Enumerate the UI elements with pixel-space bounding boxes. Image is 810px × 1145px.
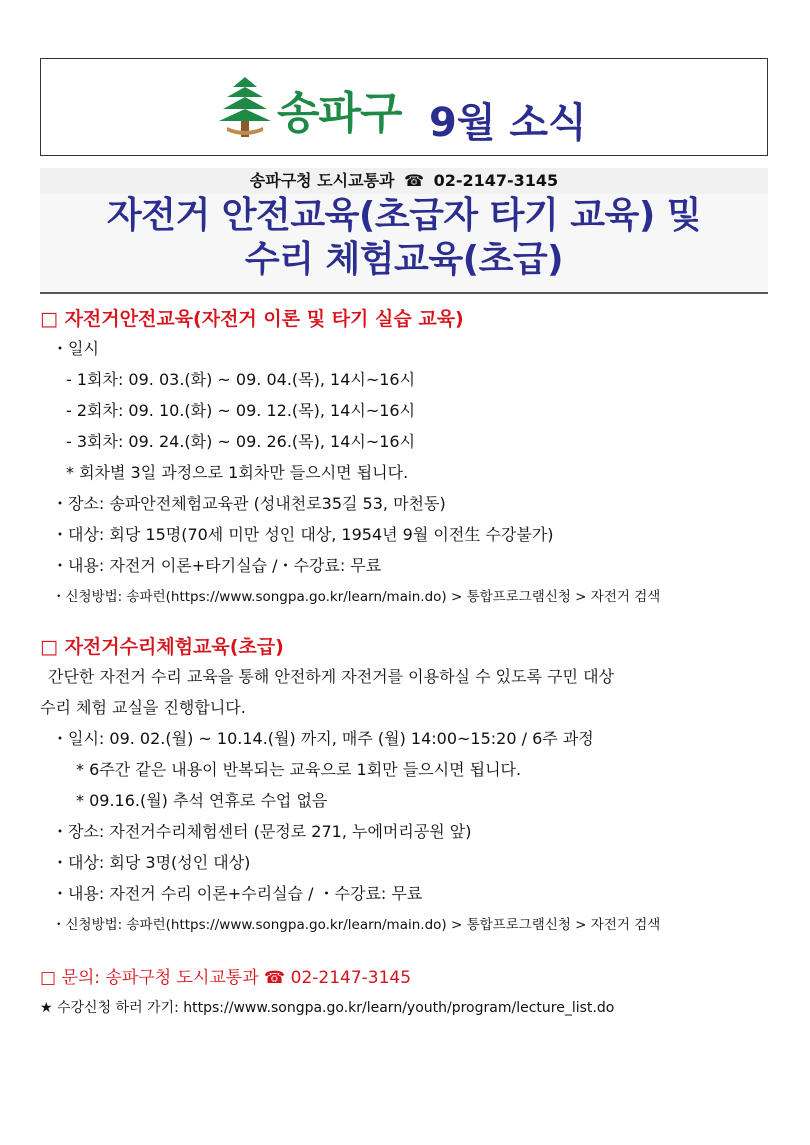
section2-intro-line-2: 수리 체험 교실을 진행합니다. bbox=[40, 698, 246, 717]
section2-intro-line-1: 간단한 자전거 수리 교육을 통해 안전하게 자전거를 이용하실 수 있도록 구민 대상 bbox=[48, 667, 614, 686]
department-name: 송파구청 도시교통과 bbox=[249, 171, 395, 190]
pine-tree-logo-icon bbox=[217, 75, 273, 141]
phone-icon: ☎ bbox=[404, 171, 424, 190]
section1-schedule-label: ・일시 bbox=[52, 339, 99, 358]
session-item: - 3회차: 09. 24.(화) ~ 09. 26.(목), 14시~16시 bbox=[66, 432, 416, 451]
section2-note: * 09.16.(월) 추석 연휴로 수업 없음 bbox=[76, 791, 328, 810]
content bbox=[40, 305, 770, 1023]
issue-title: 9월 소식 bbox=[429, 100, 587, 146]
section1-place: ・장소: 송파안전체험교육관 (성내천로35길 53, 마천동) bbox=[52, 494, 446, 513]
section2-apply: ・신청방법: 송파런(https://www.songpa.go.kr/learn/main.do) > 통합프로그램신청 > 자전거 검색 bbox=[52, 917, 661, 933]
contact-bar bbox=[40, 168, 768, 194]
section1-content: ・내용: 자전거 이론+타기실습 /・수강료: 무료 bbox=[52, 556, 382, 575]
section2-place: ・장소: 자전거수리체험센터 (문정로 271, 누에머리공원 앞) bbox=[52, 822, 472, 841]
section2-title: □ 자전거수리체험교육(초급) bbox=[40, 636, 284, 658]
main-title-line-2: 수리 체험교육(초급) bbox=[244, 239, 564, 280]
session-item: - 1회차: 09. 03.(화) ~ 09. 04.(목), 14시~16시 bbox=[66, 370, 416, 389]
section2-note: * 6주간 같은 내용이 반복되는 교육으로 1회만 들으시면 됩니다. bbox=[76, 760, 522, 779]
apply-link-line[interactable]: ★ 수강신청 하러 가기: https://www.songpa.go.kr/learn/youth/program/lecture_list.do bbox=[40, 1000, 615, 1016]
inquiry-line: □ 문의: 송파구청 도시교통과 ☎ 02-2147-3145 bbox=[40, 968, 412, 988]
section2-content: ・내용: 자전거 수리 이론+수리실습 / ・수강료: 무료 bbox=[52, 884, 423, 903]
section1-title: □ 자전거안전교육(자전거 이론 및 타기 실습 교육) bbox=[40, 308, 464, 330]
section2-schedule: ・일시: 09. 02.(월) ~ 10.14.(월) 까지, 매주 (월) 14:00~15:20 / 6주 과정 bbox=[52, 729, 594, 748]
header-box bbox=[40, 58, 768, 156]
phone-number: 02-2147-3145 bbox=[433, 171, 559, 190]
section1-apply: ・신청방법: 송파런(https://www.songpa.go.kr/learn/main.do) > 통합프로그램신청 > 자전거 검색 bbox=[52, 589, 661, 605]
section2-target: ・대상: 회당 3명(성인 대상) bbox=[52, 853, 251, 872]
main-title-line-1: 자전거 안전교육(초급자 타기 교육) 및 bbox=[106, 195, 702, 236]
session-item: - 2회차: 09. 10.(화) ~ 09. 12.(목), 14시~16시 bbox=[66, 401, 416, 420]
main-title bbox=[40, 194, 768, 294]
brand-name: 송파구 bbox=[277, 88, 402, 139]
section1-target: ・대상: 회당 15명(70세 미만 성인 대상, 1954년 9월 이전生 수강불가) bbox=[52, 525, 554, 544]
section1-note: * 회차별 3일 과정으로 1회차만 들으시면 됩니다. bbox=[66, 463, 409, 482]
